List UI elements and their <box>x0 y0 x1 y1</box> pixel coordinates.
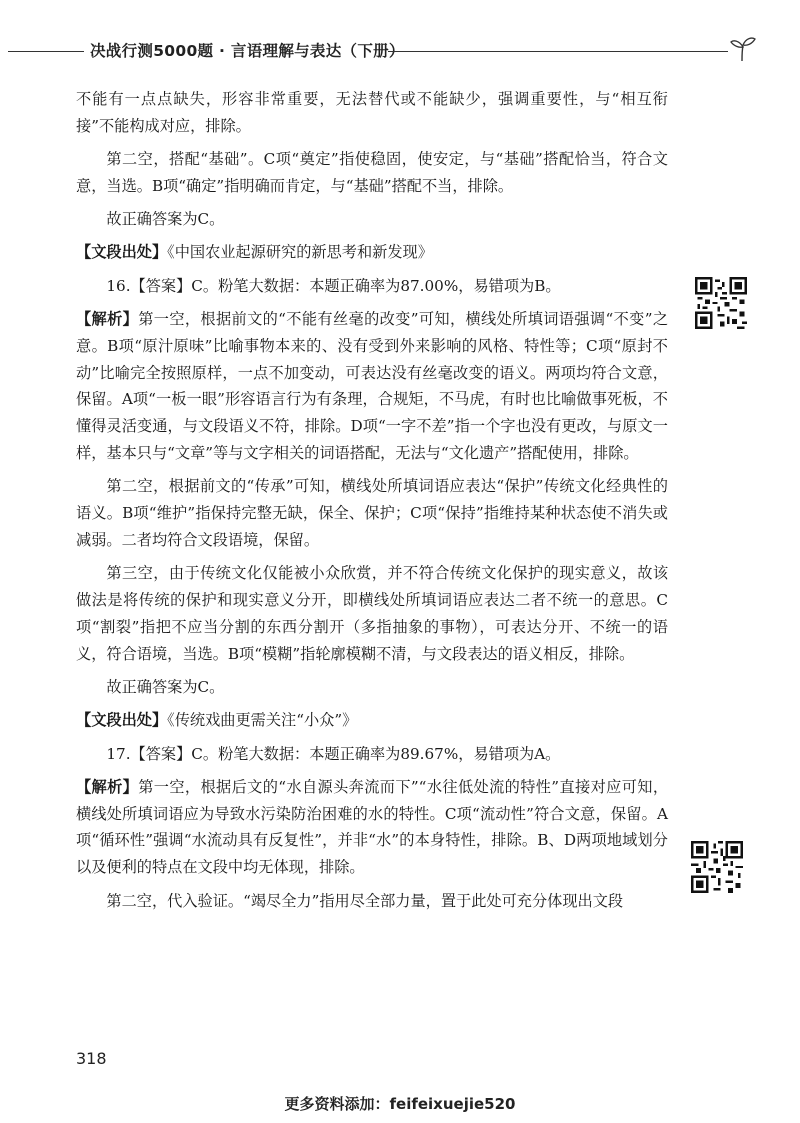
body-paragraph: 第二空，搭配“基础”。C项“奠定”指使稳固，使安定，与“基础”搭配恰当，符合文意，当选。B项“确定”指明确而肯定，与“基础”搭配不当，排除。 <box>76 150 668 195</box>
answer-stats: C。粉笔大数据：本题正确率为89.67%，易错项为A。 <box>191 744 561 763</box>
page-number: 318 <box>76 1049 107 1068</box>
source-label: 【文段出处】 <box>76 243 168 262</box>
header-rule-left <box>8 51 84 52</box>
footer-note: 更多资料添加：feifeixuejie520 <box>284 1095 516 1113</box>
analysis-label: 【解析】 <box>76 310 139 329</box>
source-line <box>76 707 668 734</box>
qr-code-icon <box>695 277 747 329</box>
analysis-paragraph <box>76 774 668 881</box>
source-line <box>76 239 668 266</box>
body-paragraph: 第三空，由于传统文化仅能被小众欣赏，并不符合传统文化保护的现实意义，故该做法是将传统的保护和现实意义分开，即横线处所填词语应表达二者不统一的意思。C项“割裂”指把不应当分割的东西分割开（多指抽象的事物），可表达分开、不统一的语义，符合语境，当选。B项“模糊”指轮廓模糊不清，与文段表达的语义相反，排除。 <box>76 564 668 663</box>
book-title: 决战行测5000题 · 言语理解与表达（下册） <box>90 42 405 60</box>
source-title: 《传统戏曲更需关注“小众”》 <box>167 711 358 730</box>
body-paragraph: 不能有一点点缺失，形容非常重要，无法替代或不能缺少，强调重要性，与“相互衔接”不能构成对应，排除。 <box>76 90 668 135</box>
header-rule-right <box>388 51 728 52</box>
answer-conclusion: 故正确答案为C。 <box>106 210 225 229</box>
body-paragraph: 第二空，代入验证。“竭尽全力”指用尽全部力量，置于此处可充分体现出文段 <box>106 891 624 910</box>
question-number: 16.【答案】 <box>106 276 192 295</box>
page-body <box>76 86 668 921</box>
running-header <box>0 34 800 70</box>
source-title: 《中国农业起源研究的新思考和新发现》 <box>167 243 433 262</box>
analysis-label: 【解析】 <box>76 777 139 796</box>
source-label: 【文段出处】 <box>76 711 168 730</box>
body-paragraph: 第二空，根据前文的“传承”可知，横线处所填词语应表达“保护”传统文化经典性的语义。B项“维护”指保持完整无缺，保全、保护；C项“保持”指维持某种状态使不消失或减弱。二者均符合文段语境，保留。 <box>76 477 668 549</box>
question-answer-line <box>76 273 668 300</box>
question-number: 17.【答案】 <box>106 744 192 763</box>
answer-stats: C。粉笔大数据：本题正确率为87.00%，易错项为B。 <box>191 276 561 295</box>
analysis-paragraph <box>76 306 668 467</box>
answer-conclusion: 故正确答案为C。 <box>106 677 225 696</box>
analysis-text: 第一空，根据前文的“不能有丝毫的改变”可知，横线处所填词语强调“不变”之意。B项“原汁原味”比喻事物本来的、没有受到外来影响的风格、特性等；C项“原封不动”比喻完全按照原样，一点不加变动，可表达没有丝毫改变的语义。两项均符合文意，保留。A项“一板一眼”形容语言行为有条理，合规矩，不马虎，有时也比喻做事死板，不懂得灵活变通，与文段语义不符，排除。D项“一字不差”指一个字也没有更改，与原文一样，基本只与“文章”等与文字相关的词语搭配，无法与“文化遗产”搭配使用，排除。 <box>76 310 669 463</box>
analysis-text: 第一空，根据后文的“水自源头奔流而下”“水往低处流的特性”直接对应可知，横线处所填词语应为导致水污染防治困难的水的特性。C项“流动性”符合文意，保留。A项“循环性”强调“水流动具有反复性”，并非“水”的本身特性，排除。B、D两项地域划分以及便利的特点在文段中均无体现，排除。 <box>76 777 669 877</box>
question-answer-line <box>76 741 668 768</box>
qr-code-icon <box>691 841 743 893</box>
sprout-icon <box>729 34 757 62</box>
